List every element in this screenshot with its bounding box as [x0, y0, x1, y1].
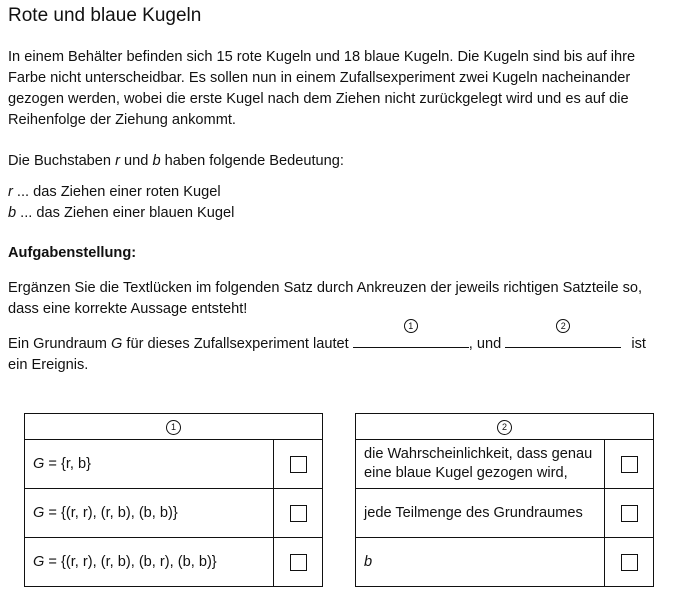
- checkbox-table-2-option-1[interactable]: [621, 456, 638, 473]
- letters-mid: und: [119, 153, 153, 169]
- checkbox-table-2-option-3[interactable]: [621, 554, 638, 571]
- table-2-option-1: die Wahrscheinlichkeit, dass genau eine blaue Kugel gezogen wird,: [356, 440, 605, 489]
- checkbox-table-1-option-1[interactable]: [290, 456, 307, 473]
- checkbox-table-2-option-2[interactable]: [621, 505, 638, 522]
- option-g-symbol: G: [33, 554, 45, 570]
- gap-2: [505, 321, 621, 355]
- table-row: [25, 538, 323, 587]
- options-table-1: [24, 413, 323, 587]
- table-row: [25, 489, 323, 538]
- task-text: Ergänzen Sie die Textlücken im folgenden Satz durch Ankreuzen der jeweils richtigen Satzteile so, dass eine korrekte Aussage entsteht!: [8, 280, 643, 317]
- intro-text: In einem Behälter befinden sich 15 rote Kugeln und 18 blaue Kugeln. Die Kugeln sind bis auf ihre Farbe nicht unterscheidbar. Es sollen nun in einem Zufallsexperiment zwei Kugeln nacheinander gezogen werden, wobei die erste Kugel nach dem Ziehen nicht zurückgelegt wird und es auf die Reihenfolge der Ziehung ankommt.: [8, 49, 636, 128]
- table-2-option-2: jede Teilmenge des Grundraumes: [356, 489, 605, 538]
- checkbox-table-1-option-3[interactable]: [290, 554, 307, 571]
- option-text: = {(r, r), (r, b), (b, r), (b, b)}: [44, 554, 217, 570]
- table-1-option-1: [25, 440, 274, 489]
- table-1-option-2: [25, 489, 274, 538]
- sentence-part1: Ein Grundraum: [8, 336, 112, 352]
- table-1-number: 1: [166, 420, 181, 435]
- gap-1-number: 1: [404, 319, 418, 333]
- table-2-header: [356, 414, 654, 440]
- def-r-text: ... das Ziehen einer roten Kugel: [12, 184, 221, 200]
- letters-post: haben folgende Bedeutung:: [160, 153, 344, 169]
- table-row: [356, 538, 654, 587]
- option-g-symbol: G: [33, 505, 45, 521]
- def-r-symbol: r: [8, 184, 13, 200]
- table-1-option-3: [25, 538, 274, 587]
- option-text: = {r, b}: [44, 456, 92, 472]
- gap-2-number: 2: [556, 319, 570, 333]
- page-title: Rote und blaue Kugeln: [8, 5, 202, 26]
- table-2-number: 2: [497, 420, 512, 435]
- letter-b: b: [152, 153, 161, 169]
- option-text: = {(r, r), (r, b), (b, b)}: [44, 505, 178, 521]
- gap-1: [353, 321, 469, 355]
- task-heading: Aufgabenstellung:: [8, 245, 137, 261]
- table-row: [25, 440, 323, 489]
- checkbox-table-1-option-2[interactable]: [290, 505, 307, 522]
- table-2-option-3: b: [356, 538, 605, 587]
- sentence-part2: für dieses Zufallsexperiment lautet: [122, 336, 353, 352]
- gap-sentence: [8, 321, 668, 376]
- sentence-g: G: [111, 336, 123, 352]
- options-table-2: [355, 413, 654, 587]
- table-1-header: [25, 414, 323, 440]
- sentence-part4: ist ein Ereignis.: [8, 336, 646, 373]
- option-g-symbol: G: [33, 456, 45, 472]
- def-b-text: ... das Ziehen einer blauen Kugel: [16, 205, 235, 221]
- definition-b: [8, 203, 668, 224]
- letters-meaning: [8, 151, 668, 172]
- def-b-symbol: b: [8, 205, 17, 221]
- sentence-part3: , und: [468, 336, 506, 352]
- letter-r: r: [115, 153, 120, 169]
- table-row: [356, 489, 654, 538]
- definition-r: [8, 182, 668, 203]
- table-row: [356, 440, 654, 489]
- letters-pre: Die Buchstaben: [8, 153, 116, 169]
